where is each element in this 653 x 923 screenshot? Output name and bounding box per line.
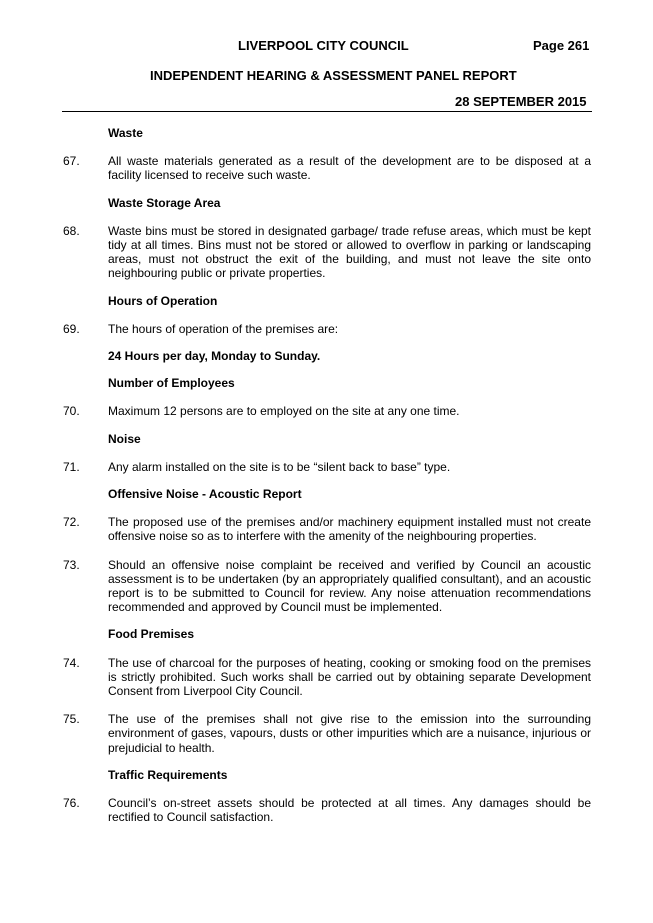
clause-68 (63, 224, 591, 281)
report-title: INDEPENDENT HEARING & ASSESSMENT PANEL REPORT (150, 68, 517, 83)
council-name: LIVERPOOL CITY COUNCIL (238, 38, 409, 53)
clause-text: The hours of operation of the premises are: (108, 321, 339, 336)
heading-noise: Noise (108, 431, 141, 446)
report-date: 28 SEPTEMBER 2015 (455, 94, 587, 109)
clause-72 (63, 515, 591, 543)
header-divider (62, 111, 592, 112)
heading-hours: Hours of Operation (108, 293, 218, 308)
clause-text: Council’s on-street assets should be protected at all times. Any damages should be rectified to Council satisfaction. (108, 796, 591, 825)
heading-traffic: Traffic Requirements (108, 767, 228, 782)
clause-text: Maximum 12 persons are to employed on the site at any one time. (108, 404, 460, 419)
clause-number: 67. (63, 154, 80, 169)
clause-text: Waste bins must be stored in designated garbage/ trade refuse areas, which must be kept tidy at all times. Bins must not be stored or allowed to overflow in parking or landscaping areas, must not obstruct the exit of the building, and must not leave the site onto neighbouring public or private properties. (108, 223, 591, 281)
clause-70 (63, 404, 591, 418)
clause-text: Any alarm installed on the site is to be “silent back to base” type. (108, 459, 451, 474)
hours-statement: 24 Hours per day, Monday to Sunday. (108, 349, 321, 364)
clause-67 (63, 154, 591, 182)
clause-number: 75. (63, 712, 80, 727)
clause-75 (63, 712, 591, 755)
clause-text: All waste materials generated as a result of the development are to be disposed at a facility licensed to receive such waste. (108, 154, 591, 183)
clause-text: The use of the premises shall not give rise to the emission into the surrounding environment of gases, vapours, dusts or other impurities which are a nuisance, injurious or prejudicial to health. (108, 712, 591, 755)
clause-number: 68. (63, 223, 80, 238)
clause-69 (63, 322, 591, 336)
clause-76 (63, 796, 591, 824)
clause-number: 72. (63, 515, 80, 530)
clause-number: 73. (63, 557, 80, 572)
clause-number: 70. (63, 404, 80, 419)
clause-number: 69. (63, 321, 80, 336)
clause-text: The proposed use of the premises and/or machinery equipment installed must not create offensive noise so as to interfere with the amenity of the neighbouring properties. (108, 515, 591, 544)
heading-waste: Waste (108, 126, 143, 140)
clause-number: 76. (63, 796, 80, 811)
clause-text: The use of charcoal for the purposes of heating, cooking or smoking food on the premises is strictly prohibited. Such works shall be carried out by obtaining separate Development Consent from Liverpool City Council. (108, 655, 591, 699)
page-number: Page 261 (533, 38, 590, 53)
clause-number: 74. (63, 655, 80, 670)
document-body (63, 126, 591, 825)
clause-73 (63, 558, 591, 615)
clause-71 (63, 460, 591, 474)
heading-waste-storage: Waste Storage Area (108, 195, 221, 210)
clause-number: 71. (63, 459, 80, 474)
heading-food-premises: Food Premises (108, 627, 195, 642)
heading-employees: Number of Employees (108, 376, 235, 391)
heading-offensive-noise: Offensive Noise - Acoustic Report (108, 487, 302, 502)
clause-text: Should an offensive noise complaint be received and verified by Council an acoustic assessment is to be undertaken (by an appropriately qualified consultant), and an acoustic report is to be submitted to Council for review. Any noise attenuation recommendations recommended and approved by Council must be implemented. (108, 557, 591, 615)
clause-74 (63, 656, 591, 699)
